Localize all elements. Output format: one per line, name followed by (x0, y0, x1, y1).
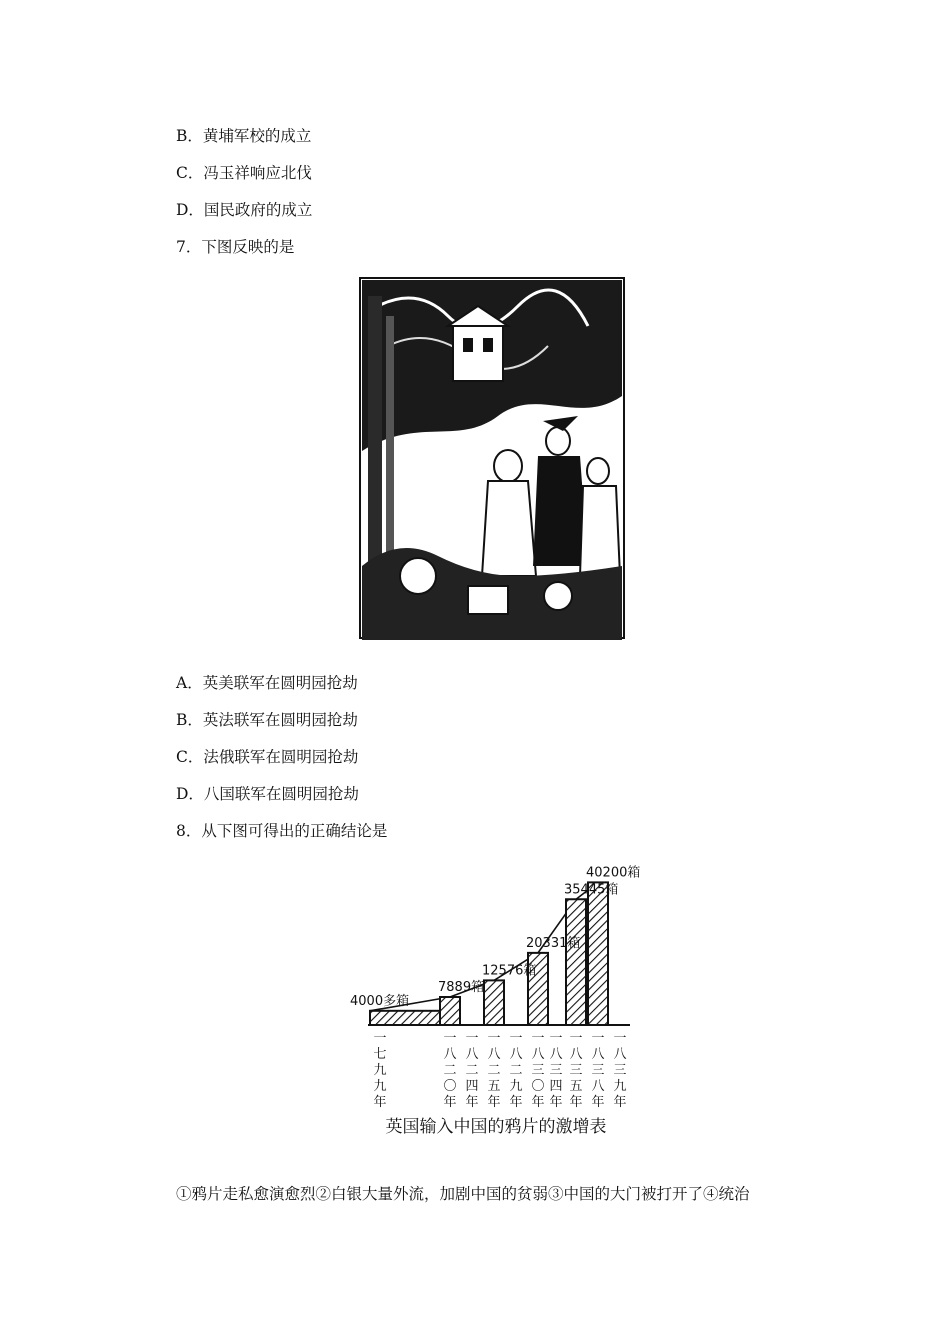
bar-一八三八年 (588, 882, 608, 1025)
tick-label-一八三四年-0: 一 (549, 1031, 563, 1046)
illustration-svg (358, 276, 626, 640)
bar-一八二〇年 (440, 997, 460, 1025)
chart-title: 英国输入中国的鸦片的激增表 (385, 1117, 607, 1137)
tick-label-一八三四年-2: 三 (549, 1063, 563, 1078)
bar-一八三五年 (566, 899, 586, 1025)
tick-label-一八三四年-1: 八 (549, 1047, 563, 1062)
tick-label-一八三五年-3: 五 (569, 1079, 583, 1094)
option-d-q6: D．国民政府的成立 (176, 201, 313, 219)
tick-label-一八三〇年-3: 〇 (531, 1079, 545, 1094)
option-b-q7: B．英法联军在圆明园抢劫 (176, 711, 358, 729)
bar-label-一七九九年: 4000多箱 (350, 993, 410, 1009)
bar-一七九九年 (370, 1011, 450, 1025)
tick-label-一八三〇年-2: 三 (531, 1063, 545, 1078)
option-b-q6: B．黄埔军校的成立 (176, 127, 312, 145)
tick-label-一八二四年-1: 八 (465, 1047, 479, 1062)
option-a-q7: A．英美联军在圆明园抢劫 (176, 674, 358, 692)
tick-label-一八二九年-4: 年 (509, 1095, 523, 1110)
tick-label-一八三八年-3: 八 (591, 1079, 605, 1094)
tick-label-一八二四年-2: 二 (465, 1063, 479, 1078)
tick-label-一八三四年-3: 四 (549, 1079, 563, 1094)
tick-label-一七九九年-0: 一 (373, 1031, 387, 1046)
tick-label-一七九九年-1: 七 (373, 1047, 387, 1062)
option-c-q6: C．冯玉祥响应北伐 (176, 164, 312, 182)
tick-label-一八二九年-1: 八 (509, 1047, 523, 1062)
tick-label-一八三五年-1: 八 (569, 1047, 583, 1062)
tick-label-一八三五年-4: 年 (569, 1095, 583, 1110)
bar-一八二五年 (484, 980, 504, 1025)
bar-label-一八三五年: 35445箱 (564, 882, 619, 898)
tick-label-一八二九年-3: 九 (509, 1079, 523, 1094)
bar-label-一八三八年: 40200箱 (586, 865, 641, 881)
tick-label-一八三九年-4: 年 (613, 1095, 627, 1110)
tick-label-一八二五年-3: 五 (487, 1079, 501, 1094)
bar-label-一八三〇年: 20331箱 (526, 935, 581, 951)
tick-label-一八三九年-2: 三 (613, 1063, 627, 1078)
q8-statements: ①鸦片走私愈演愈烈②白银大量外流，加剧中国的贫弱③中国的大门被打开了④统治 (176, 1185, 750, 1203)
bar-label-一八二五年: 12576箱 (482, 963, 537, 979)
tick-label-一七九九年-3: 九 (373, 1079, 387, 1094)
tick-label-一八二〇年-1: 八 (443, 1047, 457, 1062)
tick-label-一八二四年-4: 年 (465, 1095, 479, 1110)
tick-label-一八三八年-1: 八 (591, 1047, 605, 1062)
tick-label-一八二〇年-3: 〇 (443, 1079, 457, 1094)
tick-label-一八三九年-1: 八 (613, 1047, 627, 1062)
tick-label-一八三五年-2: 三 (569, 1063, 583, 1078)
tick-label-一八三五年-0: 一 (569, 1031, 583, 1046)
opium-import-chart (340, 856, 660, 1146)
tick-label-一七九九年-4: 年 (373, 1095, 387, 1110)
tick-label-一八二五年-0: 一 (487, 1031, 501, 1046)
tick-label-一八三八年-0: 一 (591, 1031, 605, 1046)
yuanmingyuan-looting-illustration (358, 276, 626, 640)
tick-label-一八二五年-2: 二 (487, 1063, 501, 1078)
tick-label-一八三九年-0: 一 (613, 1031, 627, 1046)
tick-label-一八二九年-0: 一 (509, 1031, 523, 1046)
tick-label-一七九九年-2: 九 (373, 1063, 387, 1078)
tick-label-一八三八年-2: 三 (591, 1063, 605, 1078)
bar-label-一八二〇年: 7889箱 (438, 980, 485, 996)
option-d-q7: D．八国联军在圆明园抢劫 (176, 785, 359, 803)
tick-label-一八三〇年-0: 一 (531, 1031, 545, 1046)
question-8: 8．从下图可得出的正确结论是 (176, 822, 388, 840)
option-c-q7: C．法俄联军在圆明园抢劫 (176, 748, 359, 766)
tick-label-一八二四年-0: 一 (465, 1031, 479, 1046)
question-7: 7．下图反映的是 (176, 238, 295, 256)
tick-label-一八二〇年-2: 二 (443, 1063, 457, 1078)
tick-label-一八三四年-4: 年 (549, 1095, 563, 1110)
tick-label-一八二〇年-4: 年 (443, 1095, 457, 1110)
tick-label-一八二四年-3: 四 (465, 1079, 479, 1094)
tick-label-一八三八年-4: 年 (591, 1095, 605, 1110)
tick-label-一八二五年-1: 八 (487, 1047, 501, 1062)
tick-label-一八二五年-4: 年 (487, 1095, 501, 1110)
tick-label-一八三九年-3: 九 (613, 1079, 627, 1094)
tick-label-一八三〇年-1: 八 (531, 1047, 545, 1062)
tick-label-一八二九年-2: 二 (509, 1063, 523, 1078)
tick-label-一八三〇年-4: 年 (531, 1095, 545, 1110)
tick-label-一八二〇年-0: 一 (443, 1031, 457, 1046)
opium-chart-svg (340, 856, 660, 1146)
